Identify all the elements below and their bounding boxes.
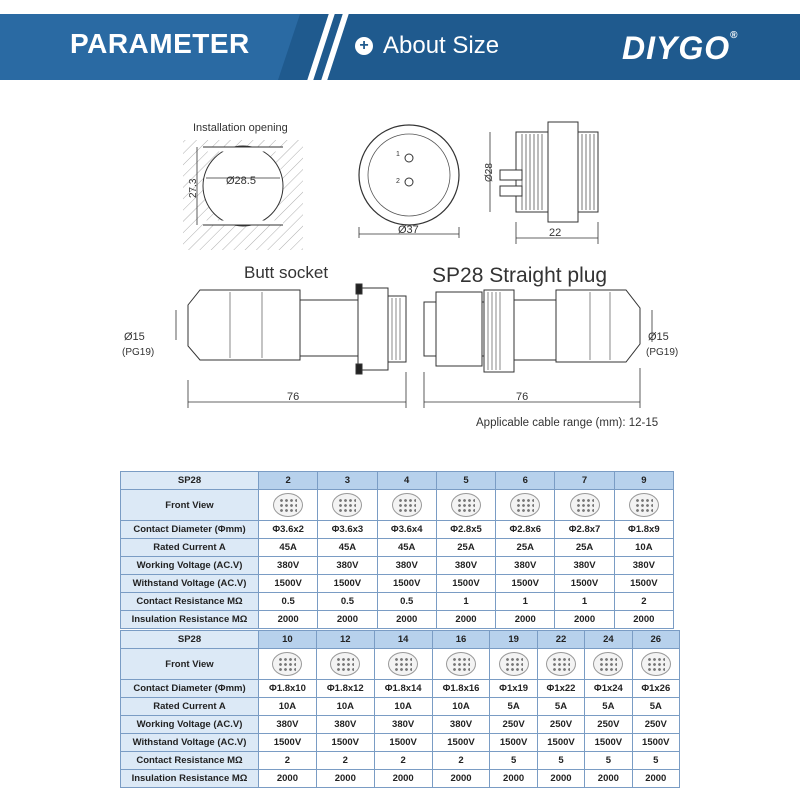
table-cell: 5A (490, 698, 537, 716)
table-cell: 5 (490, 752, 537, 770)
cable-range-note: Applicable cable range (mm): 12-15 (476, 417, 659, 429)
table-cell: 1500V (632, 734, 679, 752)
table-row (121, 649, 680, 680)
row-label: Withstand Voltage (AC.V) (121, 734, 259, 752)
table-cell: 2000 (436, 611, 495, 629)
table-cell: 380V (614, 557, 673, 575)
front-view-cell (374, 649, 432, 680)
spec-table-small-pins (120, 471, 674, 629)
table-header-cell: 4 (377, 472, 436, 490)
front-view-cell (555, 490, 614, 521)
table-cell: 1500V (374, 734, 432, 752)
table-cell: 250V (537, 716, 584, 734)
brand-logo (622, 30, 739, 67)
row-label: Rated Current A (121, 698, 259, 716)
straight-plug-title: SP28 Straight plug (432, 264, 608, 287)
table-cell: 5A (632, 698, 679, 716)
table-row (121, 557, 674, 575)
section-title: PARAMETER (70, 28, 250, 59)
table-row (121, 539, 674, 557)
table-cell: Φ1x19 (490, 680, 537, 698)
front-view-cell (377, 490, 436, 521)
table-header-cell: 14 (374, 631, 432, 649)
butt-socket-title: Butt socket (244, 263, 329, 282)
table-cell: 250V (585, 716, 632, 734)
table-row (121, 680, 680, 698)
table-cell: Φ1.8x16 (432, 680, 490, 698)
table-cell: 1500V (436, 575, 495, 593)
table-cell: 0.5 (318, 593, 377, 611)
table-cell: 2000 (614, 611, 673, 629)
table-cell: Φ3.6x3 (318, 521, 377, 539)
table-cell: 25A (496, 539, 555, 557)
table-cell: 380V (316, 716, 374, 734)
row-label: Withstand Voltage (AC.V) (121, 575, 259, 593)
table-header-cell: 16 (432, 631, 490, 649)
row-label: Insulation Resistance MΩ (121, 611, 259, 629)
table-header-cell: 7 (555, 472, 614, 490)
front-view-cell (259, 649, 317, 680)
table-cell: 10A (432, 698, 490, 716)
pin-layout-icon (499, 652, 529, 676)
table-cell: 250V (490, 716, 537, 734)
table-cell: 5 (632, 752, 679, 770)
table-cell: 5A (537, 698, 584, 716)
table-header-cell: SP28 (121, 631, 259, 649)
row-label: Working Voltage (AC.V) (121, 716, 259, 734)
table-cell: 2 (259, 752, 317, 770)
table-cell: 2000 (496, 611, 555, 629)
about-size-heading (355, 32, 499, 60)
table-cell: Φ1x26 (632, 680, 679, 698)
row-label: Contact Diameter (Φmm) (121, 521, 259, 539)
table-cell: 250V (632, 716, 679, 734)
table-cell: 2000 (432, 770, 490, 788)
table-header-cell: 22 (537, 631, 584, 649)
table-header-cell: 26 (632, 631, 679, 649)
table-cell: 0.5 (377, 593, 436, 611)
table-cell: 2 (316, 752, 374, 770)
table-cell: 1500V (432, 734, 490, 752)
row-label: Front View (121, 649, 259, 680)
pin-layout-icon (273, 493, 303, 517)
butt-socket-drawing (176, 284, 406, 408)
table-cell: 1500V (537, 734, 584, 752)
table-header-cell: 6 (496, 472, 555, 490)
front-view-cell (537, 649, 584, 680)
butt-cable-diameter: Ø15 (124, 331, 145, 343)
table-cell: 25A (436, 539, 495, 557)
table-cell: 380V (377, 557, 436, 575)
row-label: Contact Resistance MΩ (121, 593, 259, 611)
pin-layout-icon (330, 652, 360, 676)
side-length: 22 (549, 227, 562, 239)
butt-length: 76 (287, 391, 300, 403)
row-label: Contact Diameter (Φmm) (121, 680, 259, 698)
table-cell: 2 (614, 593, 673, 611)
table-cell: Φ3.6x2 (259, 521, 318, 539)
table-cell: 1500V (496, 575, 555, 593)
hole-diameter: Ø28.5 (226, 175, 256, 187)
table-cell: 10A (316, 698, 374, 716)
header-banner (0, 14, 800, 80)
pin-layout-icon (641, 652, 671, 676)
hole-height: 27.3 (188, 178, 199, 198)
table-cell: Φ1x22 (537, 680, 584, 698)
table-cell: Φ3.6x4 (377, 521, 436, 539)
pin-layout-icon (546, 652, 576, 676)
table-cell: 1 (555, 593, 614, 611)
pin-layout-icon (570, 493, 600, 517)
table-header-cell: 5 (436, 472, 495, 490)
pin-layout-icon (510, 493, 540, 517)
front-view-cell (632, 649, 679, 680)
table-cell: 2 (374, 752, 432, 770)
pin-layout-icon (593, 652, 623, 676)
table-cell: 2000 (259, 770, 317, 788)
table-cell: 1500V (377, 575, 436, 593)
table-cell: 10A (374, 698, 432, 716)
table-header-cell: 12 (316, 631, 374, 649)
row-label: Insulation Resistance MΩ (121, 770, 259, 788)
table-cell: 380V (436, 557, 495, 575)
table-row (121, 611, 674, 629)
table-cell: Φ1x24 (585, 680, 632, 698)
table-cell: 1500V (585, 734, 632, 752)
brand-name: DIYGO (622, 30, 731, 66)
front-view-cell (316, 649, 374, 680)
plus-circle-icon: + (355, 37, 373, 55)
front-view-cell (490, 649, 537, 680)
row-label: Contact Resistance MΩ (121, 752, 259, 770)
table-cell: 5A (585, 698, 632, 716)
table-cell: 2000 (374, 770, 432, 788)
table-header-cell: 2 (259, 472, 318, 490)
table-cell: 2000 (585, 770, 632, 788)
table-cell: 25A (555, 539, 614, 557)
pin-layout-icon (446, 652, 476, 676)
table-cell: 2000 (377, 611, 436, 629)
table-row (121, 575, 674, 593)
table-cell: 2000 (259, 611, 318, 629)
table-cell: 1500V (259, 575, 318, 593)
table-row (121, 698, 680, 716)
face-diameter: Ø37 (398, 224, 419, 236)
table-cell: 0.5 (259, 593, 318, 611)
table-cell: 2000 (490, 770, 537, 788)
table-cell: 1500V (316, 734, 374, 752)
table-header-cell: 24 (585, 631, 632, 649)
about-size-label: About Size (383, 32, 500, 59)
table-row (121, 593, 674, 611)
table-cell: 1500V (614, 575, 673, 593)
installation-label: Installation opening (193, 122, 288, 134)
table-cell: Φ1.8x12 (316, 680, 374, 698)
installation-opening (183, 140, 303, 250)
table-cell: Φ1.8x10 (259, 680, 317, 698)
registered-mark: ® (730, 30, 739, 41)
plug-cable-diameter: Ø15 (648, 331, 669, 343)
table-cell: 380V (259, 716, 317, 734)
table-cell: Φ2.8x7 (555, 521, 614, 539)
row-label: Rated Current A (121, 539, 259, 557)
table-header-row (121, 472, 674, 490)
pin-layout-icon (272, 652, 302, 676)
pin-layout-icon (451, 493, 481, 517)
straight-plug-drawing (424, 290, 652, 408)
connector-front-face (359, 125, 459, 238)
table-cell: 1500V (555, 575, 614, 593)
row-label: Working Voltage (AC.V) (121, 557, 259, 575)
table-row (121, 734, 680, 752)
front-view-cell (614, 490, 673, 521)
table-row (121, 752, 680, 770)
table-row (121, 770, 680, 788)
front-view-cell (259, 490, 318, 521)
plug-length: 76 (516, 391, 529, 403)
table-cell: Φ2.8x5 (436, 521, 495, 539)
table-cell: 380V (259, 557, 318, 575)
table-cell: 380V (374, 716, 432, 734)
table-cell: 1500V (318, 575, 377, 593)
front-view-cell (432, 649, 490, 680)
pin-1-label: 1 (396, 151, 400, 158)
table-cell: 5 (537, 752, 584, 770)
row-label: Front View (121, 490, 259, 521)
table-cell: 2000 (316, 770, 374, 788)
table-cell: 2 (432, 752, 490, 770)
table-cell: 380V (432, 716, 490, 734)
pin-layout-icon (392, 493, 422, 517)
side-diameter: Ø28 (484, 163, 495, 182)
plug-cable-gland: (PG19) (646, 347, 679, 358)
table-cell: 45A (259, 539, 318, 557)
table-cell: 1 (436, 593, 495, 611)
table-header-cell: 9 (614, 472, 673, 490)
table-cell: 2000 (318, 611, 377, 629)
spec-table-large-pins (120, 630, 680, 788)
table-cell: 2000 (555, 611, 614, 629)
table-cell: 2000 (632, 770, 679, 788)
dimension-drawing (0, 110, 800, 440)
pin-layout-icon (388, 652, 418, 676)
table-cell: 2000 (537, 770, 584, 788)
table-cell: 380V (496, 557, 555, 575)
table-cell: 45A (377, 539, 436, 557)
table-cell: 1 (496, 593, 555, 611)
front-view-cell (436, 490, 495, 521)
table-row (121, 716, 680, 734)
front-view-cell (318, 490, 377, 521)
table-header-row (121, 631, 680, 649)
front-view-cell (496, 490, 555, 521)
table-header-cell: 10 (259, 631, 317, 649)
connector-side-view (490, 122, 598, 244)
table-header-cell: SP28 (121, 472, 259, 490)
pin-layout-icon (629, 493, 659, 517)
front-view-cell (585, 649, 632, 680)
table-cell: 380V (555, 557, 614, 575)
table-cell: 10A (614, 539, 673, 557)
table-header-cell: 19 (490, 631, 537, 649)
table-cell: 45A (318, 539, 377, 557)
table-cell: 1500V (259, 734, 317, 752)
pin-2-label: 2 (396, 178, 400, 185)
table-row (121, 490, 674, 521)
table-cell: Φ1.8x9 (614, 521, 673, 539)
table-cell: Φ2.8x6 (496, 521, 555, 539)
table-header-cell: 3 (318, 472, 377, 490)
table-cell: 380V (318, 557, 377, 575)
table-cell: 1500V (490, 734, 537, 752)
pin-layout-icon (332, 493, 362, 517)
table-row (121, 521, 674, 539)
table-cell: Φ1.8x14 (374, 680, 432, 698)
butt-cable-gland: (PG19) (122, 347, 155, 358)
table-cell: 10A (259, 698, 317, 716)
table-cell: 5 (585, 752, 632, 770)
